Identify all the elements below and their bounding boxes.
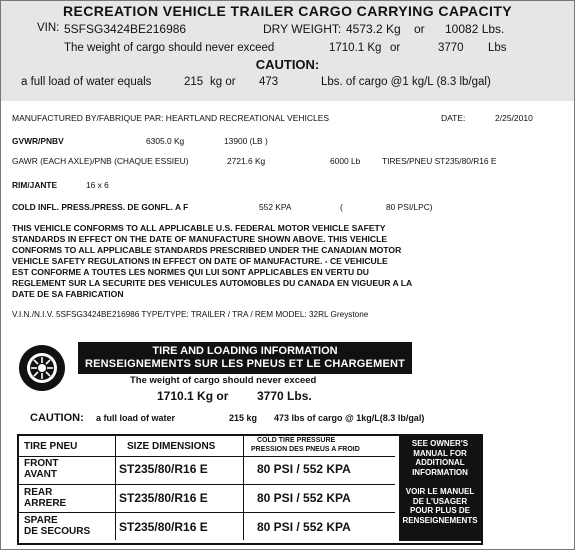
see-manual-line: VOIR LE MANUEL xyxy=(405,487,475,496)
row-spare-size: ST235/80/R16 E xyxy=(119,520,208,534)
cold-pressure-paren: ( xyxy=(340,202,343,212)
header-tire: TIRE PNEU xyxy=(24,441,78,452)
row-spare-label-fr: DE SECOURS xyxy=(24,526,91,537)
dry-weight-label: DRY WEIGHT: xyxy=(263,22,342,36)
conformity-line: CONFORMS TO ALL APPLICABLE STANDARDS PRESCRIBED UNDER THE CANADIAN MOTOR xyxy=(12,245,402,255)
manufactured-by: MANUFACTURED BY/FABRIQUE PAR: HEARTLAND RECREATIONAL VEHICLES xyxy=(12,113,330,123)
see-manual-line: MANUAL FOR xyxy=(413,448,467,458)
tire-pressure-table xyxy=(17,434,483,545)
cargo-or: or xyxy=(390,42,401,54)
label-title: RECREATION VEHICLE TRAILER CARGO CARRYING CAPACITY xyxy=(62,3,513,19)
dry-weight-kg: 4573.2 Kg xyxy=(346,22,401,36)
conformity-line: REGLEMENT SUR LA SECURITE DES VEHICULES AUTOMOBLES DU CANADA EN VIGUEUR A LA xyxy=(12,278,413,288)
gawr-lb: 6000 Lb xyxy=(330,156,361,166)
row-front-pressure: 80 PSI / 552 KPA xyxy=(257,462,351,476)
gawr-label: GAWR (EACH AXLE)/PNB (CHAQUE ESSIEU) xyxy=(12,156,189,166)
column-divider xyxy=(115,436,116,540)
header-cold-en: COLD TIRE PRESSURE xyxy=(257,437,336,444)
tire-cargo-kg: 1710.1 Kg or xyxy=(157,389,229,403)
row-spare-label: SPARE xyxy=(24,515,58,526)
row-front-size: ST235/80/R16 E xyxy=(119,462,208,476)
see-manual-line: ADDITIONAL xyxy=(415,458,465,467)
see-manual-line: RENSEIGNEMENTS xyxy=(402,515,478,525)
tire-caution-tail: 473 lbs of cargo @ 1kg/L(8.3 lb/gal) xyxy=(274,413,425,423)
row-front-label: FRONT xyxy=(24,458,59,469)
rim-value: 16 x 6 xyxy=(86,180,109,190)
row-spare-pressure: 80 PSI / 552 KPA xyxy=(257,520,351,534)
tire-loading-banner xyxy=(78,342,412,374)
row-divider xyxy=(19,484,395,485)
cold-pressure-psi: 80 PSI/LPC) xyxy=(386,202,433,212)
tire-cargo-lbs: 3770 Lbs. xyxy=(257,389,312,403)
conformity-line: THIS VEHICLE CONFORMS TO ALL APPLICABLE U.S. FEDERAL MOTOR VEHICLE SAFETY xyxy=(12,223,386,233)
vin-value: 5SFSG3424BE216986 xyxy=(64,22,187,36)
conformity-line: VEHICLE SAFETY REGULATIONS IN EFFECT ON DATE OF MANUFACTURE. - CE VEHICULE xyxy=(12,256,388,266)
cold-pressure-kpa: 552 KPA xyxy=(259,202,292,212)
column-divider xyxy=(243,436,244,540)
dry-weight-or: or xyxy=(414,22,425,36)
cargo-capacity-panel xyxy=(1,1,574,101)
gvwr-label: GVWR/PNBV xyxy=(12,136,64,146)
row-rear-pressure: 80 PSI / 552 KPA xyxy=(257,491,351,505)
cargo-text: The weight of cargo should never exceed xyxy=(64,42,275,54)
cargo-lbs-value: 3770 xyxy=(438,42,464,54)
see-manual-line: DE L'USAGER xyxy=(412,496,468,506)
see-manual-line: POUR PLUS DE xyxy=(409,506,470,515)
date-value: 2/25/2010 xyxy=(495,113,533,123)
conformity-line: EST CONFORME A TOUTES LES NORMES QUI LUI SONT APPLICABLES EN VERTU DU xyxy=(12,267,369,277)
conformity-line: STANDARDS IN EFFECT ON THE DATE OF MANUFACTURE SHOWN ABOVE. THIS VEHICLE xyxy=(12,234,388,244)
see-manual-line: SEE OWNER'S xyxy=(411,439,469,448)
water-kg-or: kg or xyxy=(210,76,236,88)
cargo-lbs-unit: Lbs xyxy=(488,42,507,54)
see-manual-line: INFORMATION xyxy=(412,467,468,477)
date-label: DATE: xyxy=(441,113,466,123)
rim-label: RIM/JANTE xyxy=(12,180,58,190)
row-rear-label-fr: ARRERE xyxy=(24,498,67,509)
conformity-statement xyxy=(12,223,572,300)
vin-type-model-line: V.I.N./N.I.V. 5SFSG3424BE216986 TYPE/TYPE: TRAILER / TRA / REM MODEL: 32RL Greystone xyxy=(12,310,369,319)
banner-title-en: TIRE AND LOADING INFORMATION xyxy=(152,345,338,357)
tires-label: TIRES/PNEU ST235/80/R16 E xyxy=(382,156,497,166)
tire-cargo-text: The weight of cargo should never exceed xyxy=(130,375,317,386)
see-owners-manual-box xyxy=(399,436,481,541)
row-front-label-fr: AVANT xyxy=(24,469,57,480)
tire-caution-text: a full load of water xyxy=(96,413,176,423)
vin-label: VIN: xyxy=(37,22,60,34)
dry-weight-lbs: 10082 Lbs. xyxy=(445,22,505,36)
row-rear-size: ST235/80/R16 E xyxy=(119,491,208,505)
header-size: SIZE DIMENSIONS xyxy=(127,441,216,452)
water-text: a full load of water equals xyxy=(21,76,152,88)
caution-heading: CAUTION: xyxy=(255,57,320,72)
row-divider xyxy=(19,456,395,457)
tire-icon xyxy=(17,343,67,393)
gvwr-lb: 13900 (LB ) xyxy=(224,136,268,146)
cold-pressure-label: COLD INFL. PRESS./PRESS. DE GONFL. A F xyxy=(12,202,189,212)
conformity-line: DATE DE SA FABRICATION xyxy=(12,289,124,299)
gvwr-kg: 6305.0 Kg xyxy=(146,136,185,146)
tire-caution-label: CAUTION: xyxy=(30,412,84,424)
water-tail: Lbs. of cargo @1 kg/L (8.3 lb/gal) xyxy=(321,76,491,88)
gawr-kg: 2721.6 Kg xyxy=(227,156,266,166)
banner-title-fr: RENSEIGNEMENTS SUR LES PNEUS ET LE CHARGEMENT xyxy=(84,358,406,370)
cargo-kg: 1710.1 Kg xyxy=(329,42,382,54)
water-kg: 215 xyxy=(184,76,204,88)
water-lbs: 473 xyxy=(259,76,279,88)
row-divider xyxy=(19,512,395,513)
row-rear-label: REAR xyxy=(24,487,53,498)
tire-caution-kg: 215 kg xyxy=(229,413,258,423)
header-cold-fr: PRESSION DES PNEUS A FROID xyxy=(251,446,360,453)
